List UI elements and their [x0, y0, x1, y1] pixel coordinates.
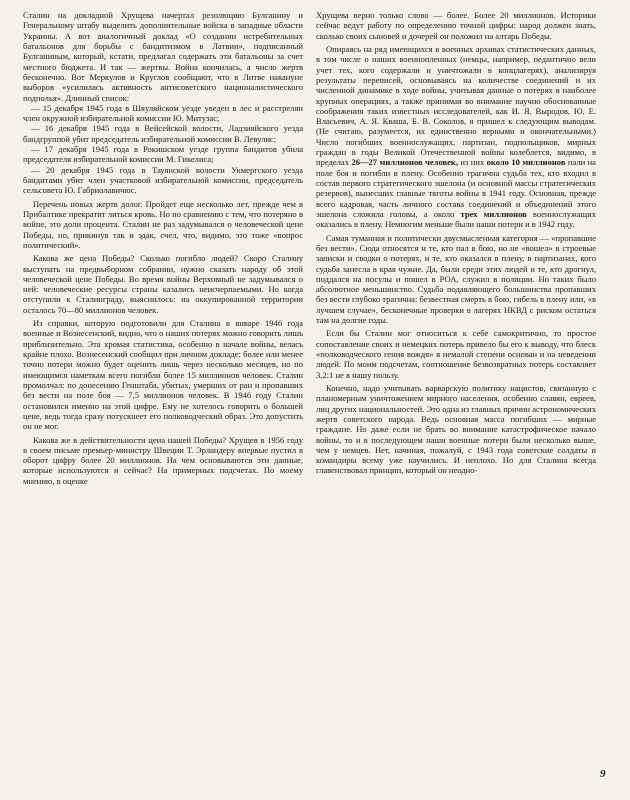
paragraph-left-5: Какова же в действительности цена нашей Победы? Хрущев в 1956 году в своем письме премьер-министру Швеции Т. Эрландеру впервые пустил в оборот цифру более 20 миллионов. На чем основываются эти данные, которые используются и сейчас? На примерных подсчетах. По моему мнению, в оценке — [23, 434, 303, 486]
text-run: из них — [458, 157, 487, 168]
list-item-veiseyai: — 16 декабря 1945 года в Вейсейской волости, Ладзияйского уезда бандгруппой убит председатель избирательной комиссии В. Левулис; — [23, 123, 303, 144]
list-item-rokishkis: — 17 декабря 1945 года в Рокишском уезде группа бандитов убила председателя избирательной комиссии М. Гикелиса; — [23, 144, 303, 165]
paragraph-left-2: Перечень новых жертв долог. Пройдет еще несколько лет, прежде чем в Прибалтике прекратит литься кровь. Но по сравнению с тем, что потеряно в войне, это доли процента. Сталин не раз задумывался о человеческой цене Победы, но, прикинув так и эдак, счел, что, видимо, это тоже «вопрос политический». — [23, 198, 303, 250]
paragraph-right-2 — [316, 44, 596, 230]
text-run: военнослужащих оказались в плену. Немногим меньше были наши потери и в 1942 году. — [316, 208, 596, 230]
right-column — [316, 10, 596, 476]
left-column — [23, 10, 303, 486]
text-run: Опираясь на ряд имеющихся в военных архивах статистических данных, в том числе о наших военнопленных (немцы, например, педантично вели учет тех, кого содержали и уничтожали в концлагерях), анализируя результаты переписей, основываясь на количестве соединений и их численной динамике в ходе войны, учитывая данные о потерях в наиболее крупных операциях, а также принимая во внимание научно обоснованные соображения таких известных исследователей, как И. Я. Выродов, Ю. Е. Власьевич, А. Я. Кваша, Б. В. Соколов, я пришел к следующим выводам. (Не считаю, разумеется, их единственно верными и окончательными.) Число погибших военнослужащих, партизан, подпольщиков, мирных граждан в годы Великой Отечественной войны колеблется, видимо, в пределах — [316, 43, 596, 168]
paragraph-right-5: Конечно, надо учитывать варварскую политику нацистов, связанную с планомерным уничтожением мирного населения, особенно славян, евреев, лиц других национальностей. Это одна из главных причин астрономических жертв советского народа. Ведь основная масса погибших — мирные граждане. Но даже если не брать во внимание катастрофическое начало войны, то и в последующем наши военные потери были несколько выше, чем у немцев. Нет, начиная, пожалуй, с 1943 года советские солдаты и командиры всему уже научились. И неплохо. Но для Сталина всегда главенствовал принцип, который он неодно- — [316, 382, 596, 476]
list-item-shyaulyai: — 15 декабря 1945 года в Шяуляйском уезде уведен в лес и расстрелян член окружной избирательной комиссии Ю. Митузас; — [23, 102, 303, 124]
text-run: пали на поле боя и погибли в плену. Особенно трагична судьба тех, кто входил в состав первого стратегического эшелона (и основной массы стратегических резервов), вынесших главные тяготы войны в 1941 году. Основная, прежде всего кадровая, часть личного состава соединений и объединений этого эшелона сложила головы, а около — [316, 157, 596, 219]
paragraph-right-3: Самая туманная и политически двусмысленная категория — «пропавшие без вести». Сюда относятся и те, кто пал в бою, но не «вошел» в строевые записки и сводки о потерях, и те, кто оказался в плену, в партизанах, кого судьба занесла в края чужие. Да, были среди этих людей и те, кто дрогнул, поддался на посулы и пошел в РОА, служил в полиции. Но таких было абсолютное меньшинство. Судьба подавляющего большинства пропавших без вести глубоко трагична: безвестная смерть в бою, гибель в плену или, «в лучшем случае», бесконечные проверки в лагерях НКВД с риском остаться там на долгие годы. — [316, 232, 596, 326]
bold-ten-million: около 10 миллионов — [486, 157, 566, 168]
page-number: 9 — [600, 768, 606, 780]
paragraph-right-1: Хрущева верно только слово — более. Более 20 миллионов. Историки сейчас ведут работу по определению точной цифры: народ должен знать, сколько своих сыновей и дочерей он положил на алтарь Победы. — [316, 10, 596, 41]
paragraph-left-3: Какова же цена Победы? Сколько погибло людей? Скоро Сталину выступать на предвыборном собрании, нужно сказать народу об этой человеческой цене Победы. Во время войны Верховный не задумывался о ней: человеческие ресурсы страны казались неисчерпаемыми. Но когда отступили к Сталинграду, выяснилось: на оккупированной территории осталось 70—80 миллионов человек. — [23, 253, 303, 315]
paragraph-left-1: Сталин на докладной Хрущева начертал резолюцию Булганину и Генеральному штабу выделить дополнительные войска в западные области Украины. А вот аналогичный доклад «О создании истребительных батальонов для борьбы с бандитизмом в Латвии», подписанный Булганиным, который, кстати, предлагал содержать эти батальоны за счет местного бюджета. И так — жертвы. Война кончилась, а число жертв бесконечно. Вот Меркулов и Круглов сообщают, что в Литве накануне выборов «усилилась активность антисоветского националистического подполья». Длинный список: — [23, 10, 303, 103]
list-item-tauyanai: — 20 декабря 1945 года в Тауянской волости Укмергского уезда бандитами убит член участковой избирательной комиссии, председатель сельсовета Ю. Габриолавичюс. — [23, 164, 303, 196]
bold-three-million: трех миллионов — [460, 208, 527, 219]
paragraph-right-4: Если бы Сталин мог относиться к себе самокритично, то простое сопоставление своих и немецких потерь привело бы его к выводу, что блеск «полководческого гения вождя» в немалой степени основан и на неведении людей. По моим подсчетам, соотношение безвозвратных потерь составляет 3,2:1 не в нашу пользу. — [316, 328, 596, 380]
bold-total-losses: 26—27 миллионов человек, — [351, 157, 458, 168]
paragraph-left-4: Из справки, которую подготовили для Сталина в январе 1946 года военные и Вознесенский, видно, что о наших потерях можно говорить лишь приблизительно. Эта хромая статистика, особенно в начале войны, велась крайне плохо. Вознесенский сообщил при личном докладе: более или менее точно потери можно будет оценить лишь через несколько месяцев, но по имеющимся наметкам всего погибли более 15 миллионов человек. Сталин промолчал: по донесению Генштаба, убитых, умерших от ран и пропавших без вести на поле боя — 7,5 миллионов человек. В 1946 году Сталин остановился именно на этой цифре. Ему не хотелось говорить о большей цене, ведь тогда сразу потускнеет его полководческий образ. Это допустить он не мог. — [23, 318, 303, 432]
